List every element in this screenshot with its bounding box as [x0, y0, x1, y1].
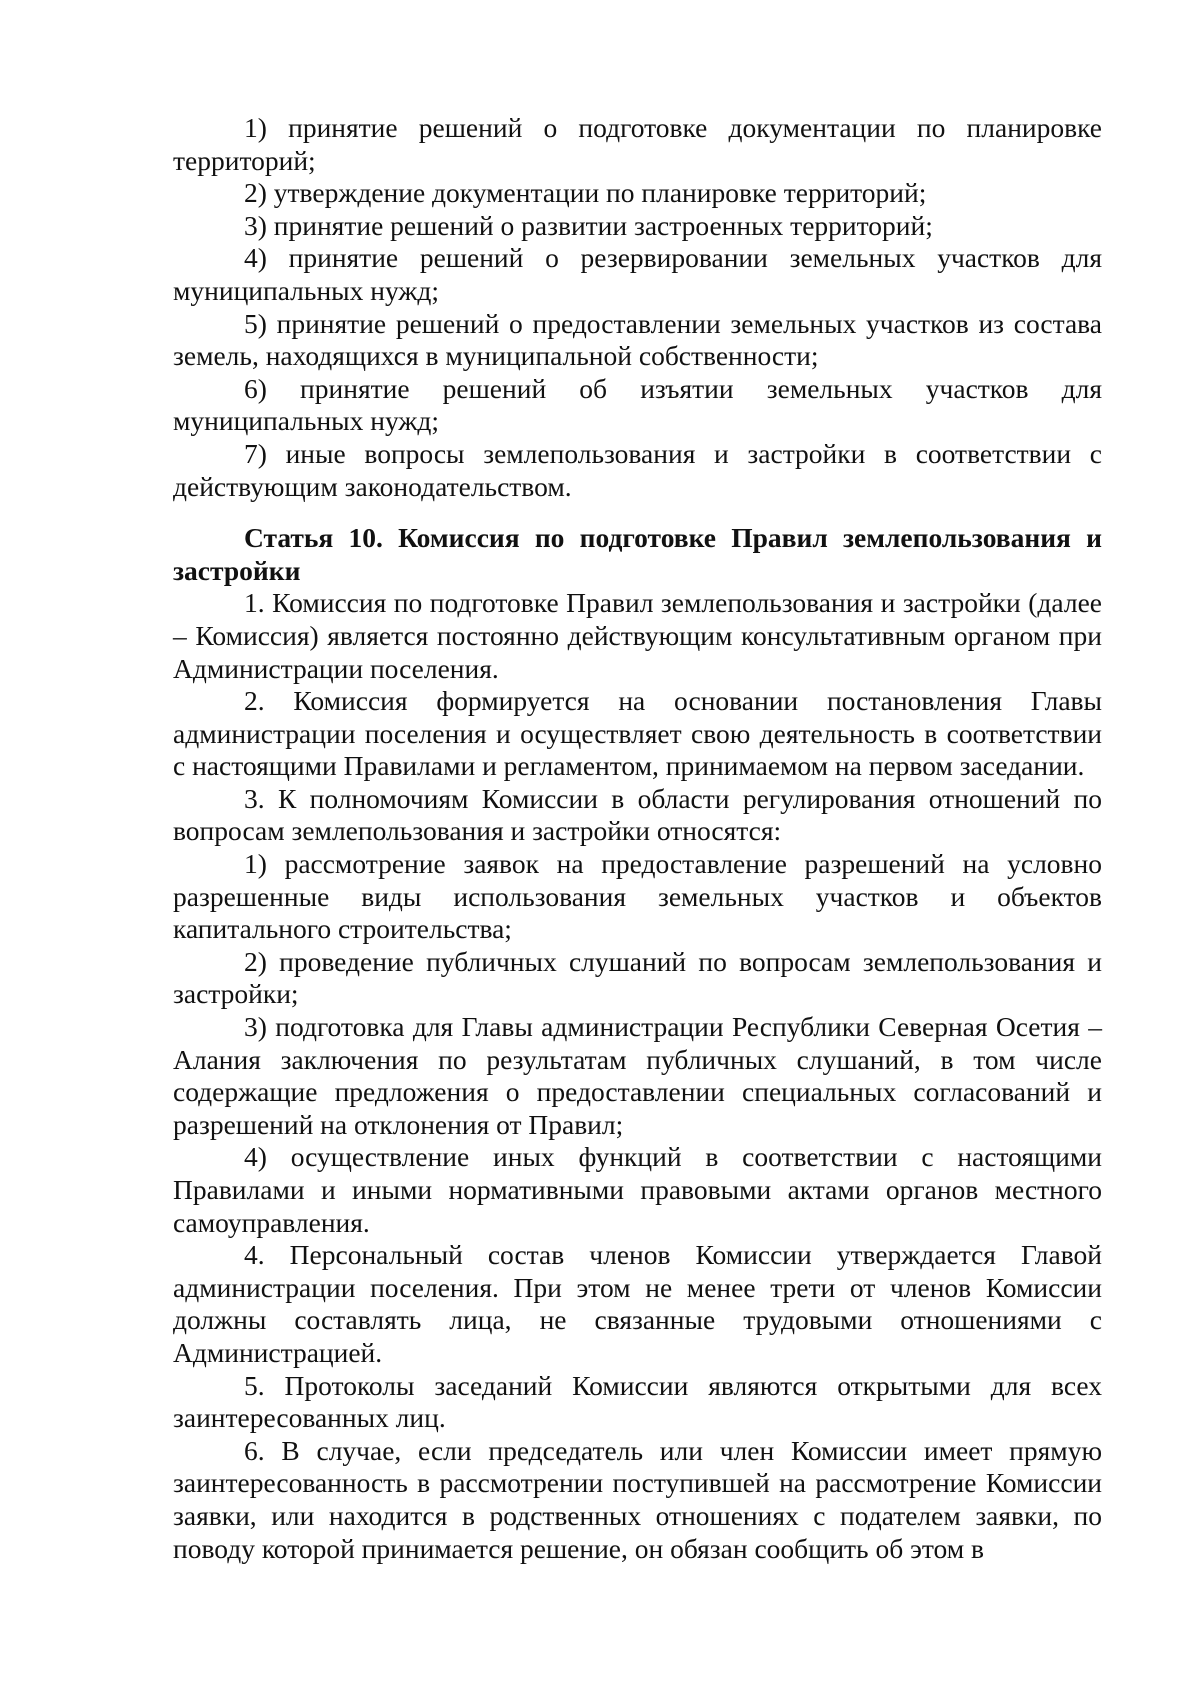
paragraph: 5. Протоколы заседаний Комиссии являются открытыми для всех заинтересованных лиц.: [173, 1369, 1102, 1434]
list-item: 1) принятие решений о подготовке документации по планировке территорий;: [173, 112, 1102, 176]
list-item: 2) проведение публичных слушаний по вопросам землепользования и застройки;: [173, 945, 1102, 1010]
document-body: [173, 112, 1102, 1565]
list-item: 6) принятие решений об изъятии земельных участков для муниципальных нужд;: [173, 372, 1102, 437]
list-item: 4) принятие решений о резервировании земельных участков для муниципальных нужд;: [173, 242, 1102, 306]
list-item: 2) утверждение документации по планировке территорий;: [244, 177, 927, 209]
list-item: 1) рассмотрение заявок на предоставление разрешений на условно разрешенные виды использования земельных участков и объектов капитального строительства;: [173, 848, 1102, 945]
list-item: 4) осуществление иных функций в соответствии с настоящими Правилами и иными нормативными правовыми актами органов местного самоуправления.: [173, 1141, 1102, 1238]
list-item: 5) принятие решений о предоставлении земельных участков из состава земель, находящихся в муниципальной собственности;: [173, 307, 1102, 372]
paragraph: 3. К полномочиям Комиссии в области регулирования отношений по вопросам землепользования и застройки относятся:: [173, 782, 1102, 847]
paragraph: 2. Комиссия формируется на основании постановления Главы администрации поселения и осуществляет свою деятельность в соответствии с настоящими Правилами и регламентом, принимаемом на первом заседании.: [173, 685, 1102, 782]
list-item: 3) принятие решений о развитии застроенных территорий;: [244, 209, 933, 241]
article-heading: Статья 10. Комиссия по подготовке Правил землепользования и застройки: [173, 522, 1102, 586]
list-item: 3) подготовка для Главы администрации Республики Северная Осетия – Алания заключения по результатам публичных слушаний, в том числе содержащие предложения о предоставлении специальных согласований и разрешений на отклонения от Правил;: [173, 1011, 1102, 1140]
paragraph: 4. Персональный состав членов Комиссии утверждается Главой администрации поселения. При этом не менее трети от членов Комиссии должны составлять лица, не связанные трудовыми отношениями с Администрацией.: [173, 1239, 1102, 1368]
paragraph: 6. В случае, если председатель или член Комиссии имеет прямую заинтересованность в рассмотрении поступившей на рассмотрение Комиссии заявки, или находится в родственных отношениях с подателем заявки, по поводу которой принимается решение, он обязан сообщить об этом в: [173, 1434, 1102, 1564]
paragraph: 1. Комиссия по подготовке Правил землепользования и застройки (далее – Комиссия) является постоянно действующим консультативным органом при Администрации поселения.: [173, 587, 1102, 684]
list-item: 7) иные вопросы землепользования и застройки в соответствии с действующим законодательством.: [173, 437, 1102, 502]
